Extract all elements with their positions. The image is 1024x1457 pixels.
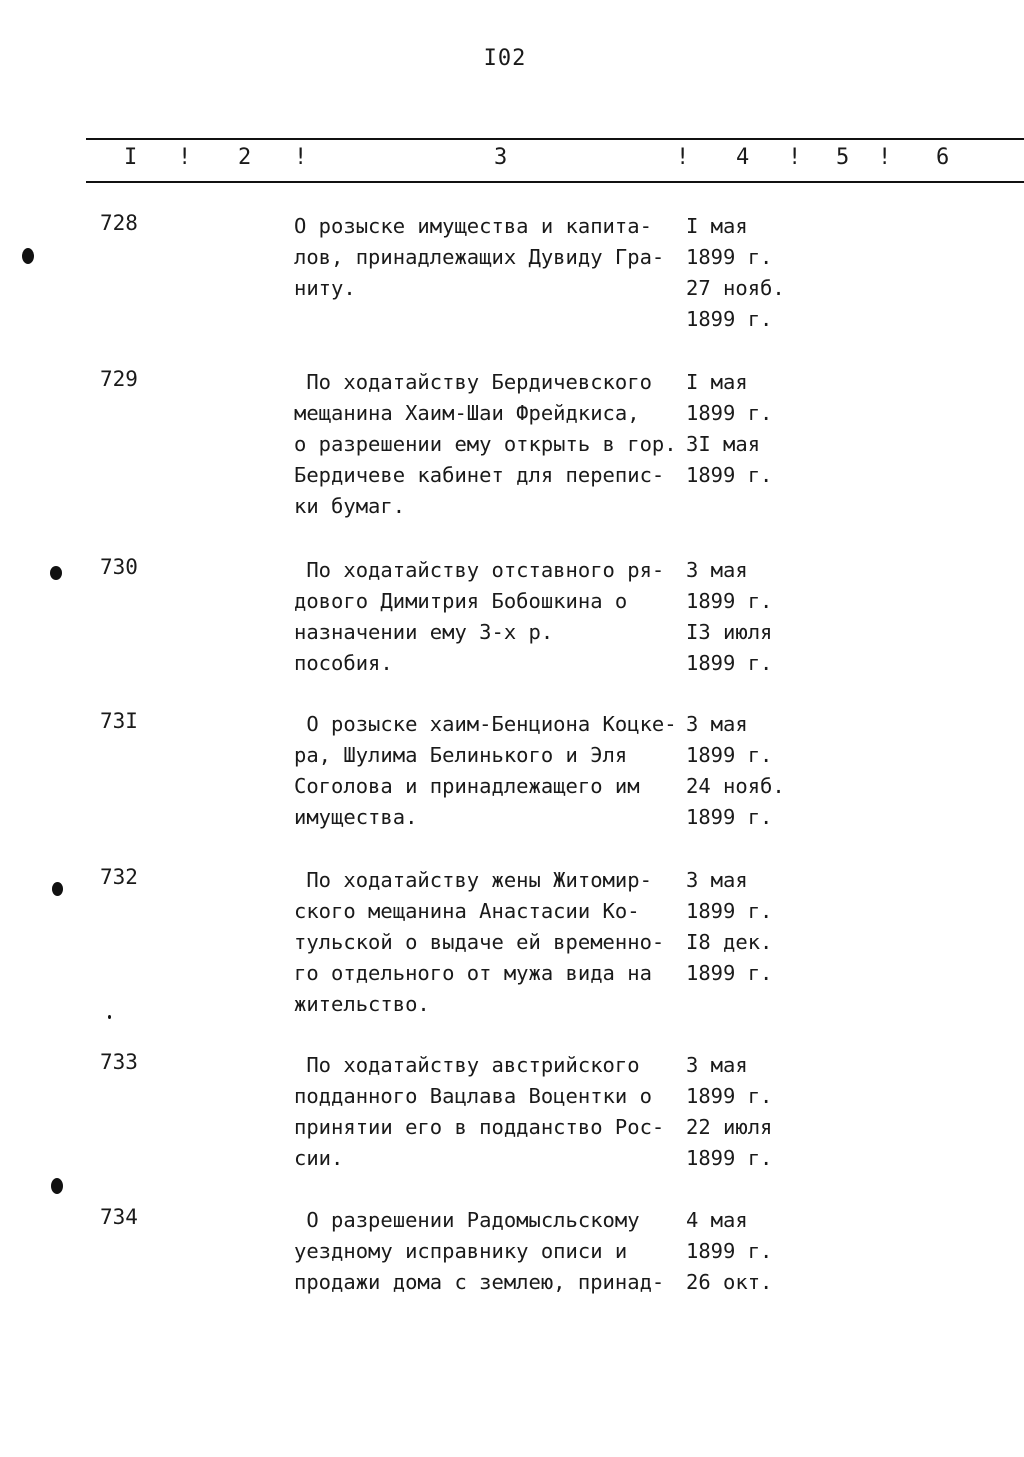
date-line: I мая <box>686 214 748 238</box>
title-line: тульской о выдаче ей временно- <box>294 930 665 954</box>
date-line: 3I мая <box>686 432 761 456</box>
title-line: По ходатайству жены Житомир- <box>294 868 652 892</box>
title-line: По ходатайству отставного ря- <box>294 558 665 582</box>
title-line: ра, Шулима Белинького и Эля <box>294 743 628 767</box>
header-col-5: 5 <box>836 145 850 170</box>
entry-title <box>294 367 688 522</box>
date-line: 1899 г. <box>686 245 773 269</box>
entry-dates <box>686 555 806 679</box>
title-line: уездному исправнику описи и <box>294 1239 628 1263</box>
title-line: подданного Вацлава Воцентки о <box>294 1084 652 1108</box>
entry-title <box>294 709 688 833</box>
title-line: Соголова и принадлежащего им <box>294 774 640 798</box>
title-line: продажи дома с землею, принад- <box>294 1270 665 1294</box>
header-col-3: 3 <box>494 145 508 170</box>
entry-title <box>294 555 688 679</box>
entry-title <box>294 1050 688 1174</box>
entry-number: 732 <box>100 865 138 889</box>
title-line: пособия. <box>294 651 393 675</box>
date-line: 26 окт. <box>686 1270 773 1294</box>
header-separator: ! <box>676 145 690 170</box>
title-line: О розыске имущества и капита- <box>294 214 652 238</box>
date-line: 1899 г. <box>686 589 773 613</box>
title-line: го отдельного от мужа вида на <box>294 961 652 985</box>
date-line: 1899 г. <box>686 401 773 425</box>
entry-number: 734 <box>100 1205 138 1229</box>
date-line: 1899 г. <box>686 961 773 985</box>
date-line: 1899 г. <box>686 743 773 767</box>
header-separator: ! <box>178 145 192 170</box>
date-line: 4 мая <box>686 1208 748 1232</box>
title-line: Бердичеве кабинет для перепис- <box>294 463 665 487</box>
entry-title <box>294 211 688 304</box>
date-line: 1899 г. <box>686 651 773 675</box>
title-line: назначении ему 3-х р. <box>294 620 554 644</box>
entry-title <box>294 865 688 1020</box>
date-line: 1899 г. <box>686 1146 773 1170</box>
title-line: О розыске хаим-Бенциона Коцке- <box>294 712 677 736</box>
date-line: I мая <box>686 370 748 394</box>
title-line: По ходатайству австрийского <box>294 1053 640 1077</box>
binding-hole-mark <box>51 1178 63 1194</box>
title-line: О разрешении Радомысльскому <box>294 1208 640 1232</box>
header-col-6: 6 <box>936 145 950 170</box>
header-bottom-rule <box>86 181 1024 183</box>
date-line: 3 мая <box>686 712 748 736</box>
title-line: По ходатайству Бердичевского <box>294 370 652 394</box>
date-line: 1899 г. <box>686 805 773 829</box>
header-col-2: 2 <box>238 145 252 170</box>
title-line: жительство. <box>294 992 430 1016</box>
entry-title <box>294 1205 688 1298</box>
entry-number: 733 <box>100 1050 138 1074</box>
date-line: 1899 г. <box>686 899 773 923</box>
title-line: ского мещанина Анастасии Ко- <box>294 899 640 923</box>
header-separator: ! <box>294 145 308 170</box>
header-col-4: 4 <box>736 145 750 170</box>
date-line: 1899 г. <box>686 1239 773 1263</box>
date-line: 24 нояб. <box>686 774 785 798</box>
date-line: 1899 г. <box>686 307 773 331</box>
ink-speck <box>108 1015 111 1019</box>
entry-number: 73I <box>100 709 138 733</box>
title-line: принятии его в подданство Рос- <box>294 1115 665 1139</box>
entry-number: 730 <box>100 555 138 579</box>
entry-dates <box>686 367 806 491</box>
date-line: I3 июля <box>686 620 773 644</box>
header-separator: ! <box>878 145 892 170</box>
binding-hole-mark <box>52 882 63 896</box>
entry-dates <box>686 211 806 335</box>
title-line: ки бумаг. <box>294 494 406 518</box>
header-separator: ! <box>788 145 802 170</box>
date-line: 27 нояб. <box>686 276 785 300</box>
header-col-1: I <box>124 145 138 170</box>
title-line: лов, принадлежащих Дувиду Гра- <box>294 245 665 269</box>
date-line: 1899 г. <box>686 1084 773 1108</box>
binding-hole-mark <box>50 566 62 580</box>
entry-dates <box>686 709 806 833</box>
header-top-rule <box>86 138 1024 140</box>
entry-dates <box>686 1205 806 1298</box>
date-line: 22 июля <box>686 1115 773 1139</box>
title-line: о разрешении ему открыть в гор. <box>294 432 677 456</box>
date-line: 3 мая <box>686 868 748 892</box>
date-line: 3 мая <box>686 1053 748 1077</box>
date-line: I8 дек. <box>686 930 773 954</box>
date-line: 1899 г. <box>686 463 773 487</box>
entry-dates <box>686 865 806 989</box>
entry-number: 728 <box>100 211 138 235</box>
title-line: дового Димитрия Бобошкина о <box>294 589 628 613</box>
title-line: мещанина Хаим-Шаи Фрейдкиса, <box>294 401 640 425</box>
date-line: 3 мая <box>686 558 748 582</box>
entry-number: 729 <box>100 367 138 391</box>
page-number: I02 <box>483 46 527 71</box>
title-line: имущества. <box>294 805 418 829</box>
entry-dates <box>686 1050 806 1174</box>
binding-hole-mark <box>22 248 34 264</box>
title-line: ниту. <box>294 276 356 300</box>
title-line: сии. <box>294 1146 344 1170</box>
